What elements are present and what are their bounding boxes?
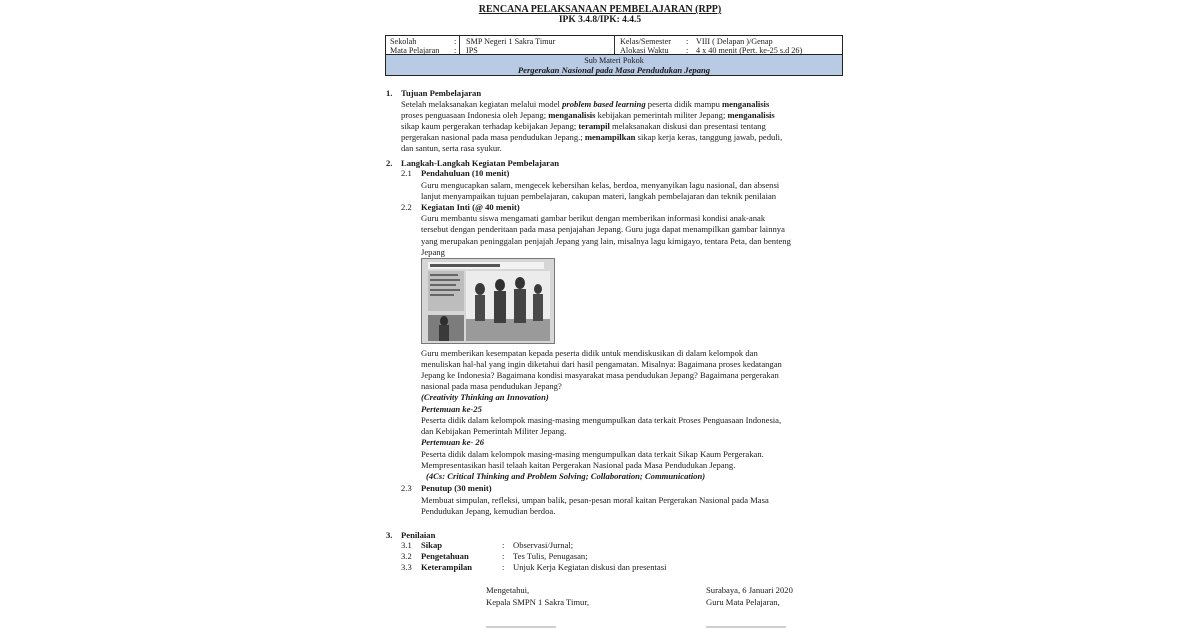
competency-note: (4Cs: Critical Thinking and Problem Solving; Collaboration; Communication) (426, 471, 706, 481)
section-3-number: 3. (386, 530, 393, 540)
assessment-number: 3.2 (401, 551, 412, 561)
paragraph-line: dan Kebijakan Pemerintah Militer Jepang. (421, 426, 567, 436)
subsection-2-2-number: 2.2 (401, 202, 412, 212)
assessment-separator: : (502, 551, 505, 561)
paragraph-line: Jepang (421, 247, 445, 257)
competency-note: (Creativity Thinking an Innovation) (421, 392, 549, 402)
subject-value: IPS (466, 46, 478, 55)
text-run: menampilkan (584, 132, 636, 142)
signature-left-line-2: Kepala SMPN 1 Sakra Timur, (486, 597, 590, 607)
assessment-value: Unjuk Kerja Kegiatan diskusi dan presentasi (513, 562, 667, 572)
paragraph-line: tersebut dengan penderitaan pada masa penjajahan Jepang. Guru juga dapat menampilkan gambar lainnya (421, 224, 785, 234)
section-1-number: 1. (386, 88, 393, 98)
text-run: melaksanakan diskusi dan presentasi tentang (609, 121, 766, 131)
paragraph-line: nasional pada masa pendudukan Jepang? (421, 381, 562, 391)
meeting-25-title: Pertemuan ke-25 (421, 404, 482, 414)
text-run: menganalisis (548, 110, 596, 120)
paragraph-line: Membuat simpulan, refleksi, umpan balik, pesan-pesan moral kaitan Pergerakan Nasional pada Masa (421, 495, 769, 505)
section-1-line (401, 110, 775, 121)
signature-right-line-2: Guru Mata Pelajaran, (706, 597, 780, 607)
historical-photo (421, 258, 555, 344)
signature-left-line-1: Mengetahui, (486, 585, 530, 595)
assessment-label: Sikap (421, 540, 443, 550)
subsection-2-1-number: 2.1 (401, 168, 412, 178)
text-run: sikap kaum pergerakan terhadap kebijakan Jepang; (401, 121, 579, 131)
text-run: pergerakan nasional pada masa pendudukan Jepang.; (401, 132, 585, 142)
sub-materi-box (385, 55, 843, 76)
sub-materi-value: Pergerakan Nasional pada Masa Pendudukan Jepang (517, 65, 711, 75)
section-1-line: dan santun, serta rasa syukur. (401, 143, 502, 153)
paragraph-line: yang merupakan peninggalan penjajah Jepang yang lain, misalnya lagu kimigayo, tentara Peta, dan benteng (421, 236, 791, 246)
signature-right-line-1: Surabaya, 6 Januari 2020 (706, 585, 793, 595)
text-run: kebijakan pemerintah militer Jepang; (595, 110, 728, 120)
text-run: sikap kerja keras, tanggung jawab, peduli, (635, 132, 783, 142)
section-1-line (401, 132, 782, 143)
paragraph-line: Jepang ke Indonesia? Bagaimana kondisi masyarakat masa pendudukan Jepang? Bagaimana pergerakan (421, 370, 779, 380)
school-separator: : (454, 37, 457, 46)
text-run: proses penguasaan Indonesia oleh Jepang; (401, 110, 549, 120)
paragraph-line: Guru memberikan kesempatan kepada peserta didik untuk mendiskusikan di dalam kelompok dan (421, 348, 758, 358)
time-value: 4 x 40 menit (Pert. ke-25 s.d 26) (696, 46, 803, 55)
paragraph-line: lanjut menyampaikan tujuan pembelajaran, cakupan materi, langkah pembelajaran dan teknik penilaian (421, 191, 777, 201)
meeting-26-title: Pertemuan ke- 26 (421, 437, 485, 447)
paragraph-line: Guru membantu siswa mengamati gambar berikut dengan memberikan informasi kondisi anak-anak (421, 213, 766, 223)
subsection-2-2-title: Kegiatan Inti (@ 40 menit) (421, 202, 520, 212)
subject-separator: : (454, 46, 457, 55)
paragraph-line: Peserta didik dalam kelompok masing-masing mengumpulkan data terkait Proses Penguasaan Indonesia, (421, 415, 782, 425)
paragraph-line: Pendudukan Jepang, kemudian berdoa. (421, 506, 556, 516)
subject-label: Mata Pelajaran (390, 46, 440, 55)
paragraph-line: Peserta didik dalam kelompok masing-masing mengumpulkan data terkait Sikap Kaum Pergerakan. (421, 449, 764, 459)
text-run: problem based learning (562, 99, 646, 109)
section-3-title: Penilaian (401, 530, 436, 540)
section-2-number: 2. (386, 158, 393, 168)
subsection-2-3-title: Penutup (30 menit) (421, 483, 492, 493)
table-divider (614, 36, 615, 54)
time-separator: : (686, 46, 689, 55)
assessment-number: 3.1 (401, 540, 412, 550)
section-1-title: Tujuan Pembelajaran (401, 88, 482, 98)
paragraph-line: Mempresentasikan hasil telaah kaitan Pergerakan Nasional pada Masa Pendudukan Jepang. (421, 460, 736, 470)
time-label: Alokasi Waktu (620, 46, 669, 55)
assessment-label: Keterampilan (421, 562, 473, 572)
class-value: VIII ( Delapan )/Genap (696, 37, 773, 46)
section-2-title: Langkah-Langkah Kegiatan Pembelajaran (401, 158, 560, 168)
class-separator: : (686, 37, 689, 46)
subsection-2-3-number: 2.3 (401, 483, 412, 493)
assessment-value: Observasi/Jurnal; (513, 540, 574, 550)
text-run: peserta didik mampu (645, 99, 723, 109)
paragraph-line: Guru mengucapkan salam, mengecek kebersihan kelas, berdoa, menyanyikan lagu nasional, dan absensi (421, 180, 780, 190)
document-subtitle: IPK 3.4.8/IPK: 4.4.5 (558, 15, 642, 25)
text-run: menganalisis (722, 99, 770, 109)
assessment-separator: : (502, 540, 505, 550)
sub-materi-label: Sub Materi Pokok (584, 56, 644, 65)
identity-table (385, 35, 843, 55)
text-run: terampil (578, 121, 610, 131)
historical-photo-icon (422, 259, 555, 344)
school-label: Sekolah (390, 37, 417, 46)
assessment-number: 3.3 (401, 562, 412, 572)
assessment-value: Tes Tulis, Penugasan; (513, 551, 588, 561)
table-divider (459, 36, 460, 54)
signature-right-fade (706, 626, 786, 628)
signature-left-fade (486, 626, 556, 628)
assessment-separator: : (502, 562, 505, 572)
class-label: Kelas/Semester (620, 37, 671, 46)
text-run: menganalisis (727, 110, 775, 120)
assessment-label: Pengetahuan (421, 551, 469, 561)
document-title: RENCANA PELAKSANAAN PEMBELAJARAN (RPP) (478, 4, 722, 15)
paragraph-line: menuliskan hal-hal yang ingin diketahui dari hasil pengamatan. Misalnya: Bagaimana proses kedatangan (421, 359, 782, 369)
text-run: Setelah melaksanakan kegiatan melalui model (401, 99, 563, 109)
subsection-2-1-title: Pendahuluan (10 menit) (421, 168, 510, 178)
school-value: SMP Negeri 1 Sakra Timur (466, 37, 556, 46)
section-1-line (401, 99, 769, 110)
section-1-line (401, 121, 766, 132)
